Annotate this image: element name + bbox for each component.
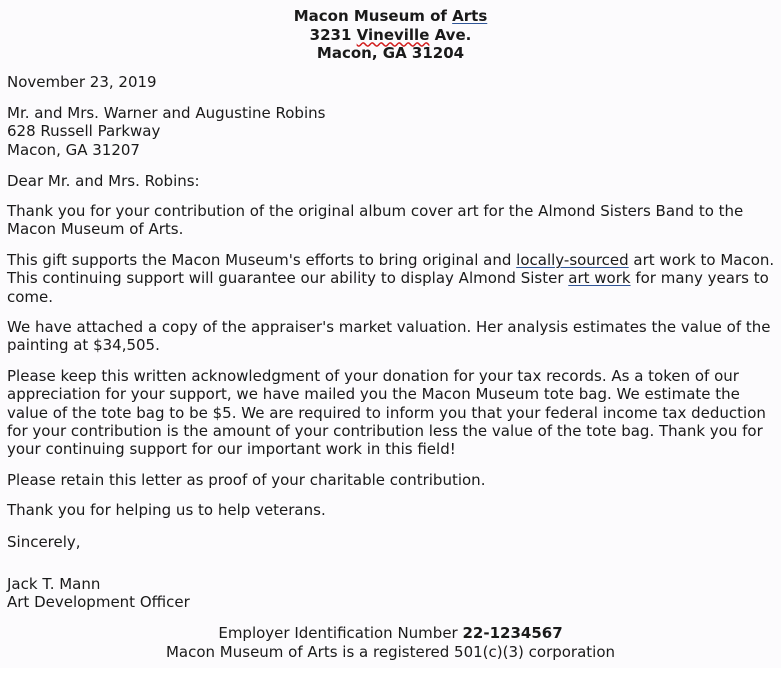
ein-value: 22-1234567 <box>462 624 563 642</box>
salutation: Dear Mr. and Mrs. Robins: <box>7 172 200 190</box>
paragraph-tax-records: Please keep this written acknowledgment of your donation for your tax records. As a token of our appreciation for your support, we have mailed you the Macon Museum tote bag. We estimate the value of the tote bag to be $5. We are required to inform you that your federal income tax deduction for your contribution is the amount of your contribution less the value of the tote bag. Thank you for your continuing support for our important work in this field! <box>7 367 766 459</box>
paragraph-retain-letter: Please retain this letter as proof of your charitable contribution. <box>7 471 486 489</box>
recipient-name: Mr. and Mrs. Warner and Augustine Robins <box>7 104 326 122</box>
org-name: Macon Museum of Arts <box>293 7 488 25</box>
recipient-city: Macon, GA 31207 <box>7 140 140 159</box>
signer-title: Art Development Officer <box>7 593 190 612</box>
recipient-address <box>7 104 777 159</box>
letter-date: November 23, 2019 <box>7 73 157 91</box>
street-name-misspelled: Vineville <box>356 25 430 44</box>
org-city: Macon, GA 31204 <box>316 44 465 62</box>
letter-footer <box>0 624 781 661</box>
paragraph-gift-support: This gift supports the Macon Museum's efforts to bring original and locally-sourced art work to Macon. This continuing support will guarantee our ability to display Almond Sister art work for many years to come. <box>7 251 775 306</box>
signer-name: Jack T. Mann <box>7 575 101 593</box>
ein-line: Employer Identification Number 22-1234567 <box>218 624 563 642</box>
recipient-street: 628 Russell Parkway <box>7 122 161 141</box>
art-work-term: art work <box>568 269 631 288</box>
paragraph-thanks: Thank you for your contribution of the original album cover art for the Almond Sisters Band to the Macon Museum of Arts. <box>7 202 744 239</box>
paragraph-closing-thanks: Thank you for helping us to help veterans. <box>7 501 326 519</box>
signature-block <box>7 575 777 612</box>
nonprofit-status: Macon Museum of Arts is a registered 501(c)(3) corporation <box>165 642 616 661</box>
locally-sourced-term: locally-sourced <box>516 251 629 269</box>
org-name-arts: Arts <box>452 7 488 25</box>
letterhead <box>0 0 781 63</box>
org-street: 3231 Vineville Ave. <box>309 25 472 44</box>
complimentary-close: Sincerely, <box>7 533 81 551</box>
paragraph-valuation: We have attached a copy of the appraiser's market valuation. Her analysis estimates the value of the painting at $34,505. <box>7 318 771 355</box>
